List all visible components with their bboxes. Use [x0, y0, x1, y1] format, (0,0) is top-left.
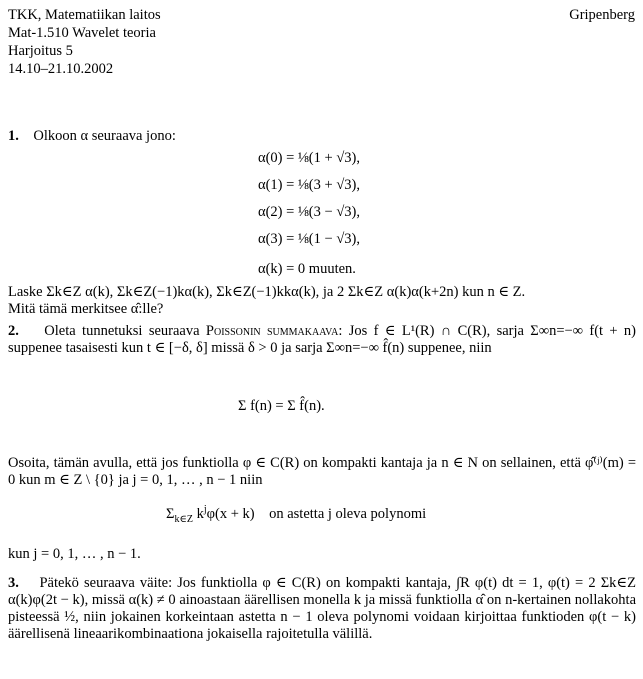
- dates: 14.10–21.10.2002: [8, 61, 114, 77]
- problem-2-statement: [8, 323, 636, 357]
- problem-1-question: Mitä tämä merkitsee α̂:lle?: [8, 301, 164, 317]
- problem-2-text2: Osoita, tämän avulla, että jos funktiolla φ ∈ C(R) on kompakti kantaja ja n ∈ N on sellainen, että φ̂⁽ʲ⁾(m) = 0 kun m ∈ Z \ {0} ja j = 0, 1, … , n − 1 niin: [8, 455, 636, 488]
- alpha-1: α(1) = ⅛(3 + √3),: [258, 177, 360, 193]
- problem-1-intro-text: Olkoon α seuraava jono:: [33, 128, 176, 144]
- problem-3-statement: [8, 575, 636, 643]
- problem-2-intro: Oleta tunnetuksi seuraava: [44, 323, 200, 339]
- problem-1-intro: [8, 128, 636, 145]
- poisson-equation: [238, 398, 325, 415]
- exercise-title: Harjoitus 5: [8, 43, 73, 59]
- problem-1-number: 1.: [8, 128, 19, 144]
- poisson-equation-text: Σ f(n) = Σ f̂(n).: [238, 398, 325, 414]
- problem-3-number: 3.: [8, 575, 19, 591]
- alpha-2: α(2) = ⅛(3 − √3),: [258, 204, 360, 220]
- problem-2-text: : Jos f ∈ L¹(R) ∩ C(R), sarja Σ∞n=−∞ f(t + n) suppenee tasaisesti kun t ∈ [−δ, δ] missä δ > 0 ja sarja Σ∞n=−∞ f̂(n) suppenee, niin: [8, 323, 637, 356]
- problem-2-number: 2.: [8, 323, 19, 339]
- problem-2-text3: kun j = 0, 1, … , n − 1.: [8, 546, 141, 562]
- alpha-k: α(k) = 0 muuten.: [258, 261, 356, 277]
- department: TKK, Matematiikan laitos: [8, 7, 161, 23]
- alpha-3: α(3) = ⅛(1 − √3),: [258, 231, 360, 247]
- alpha-0: α(0) = ⅛(1 + √3),: [258, 150, 360, 166]
- course-title: Mat-1.510 Wavelet teoria: [8, 25, 156, 41]
- author: Gripenberg: [569, 7, 635, 23]
- polynomial-equation-text: on astetta j oleva polynomi: [269, 506, 427, 522]
- problem-3-text: Pätekö seuraava väite: Jos funktiolla φ ∈ C(R) on kompakti kantaja, ∫R φ(t) dt = 1, φ(t) = 2 Σk∈Z α(k)φ(2t − k), missä α(k) ≠ 0 ainoastaan äärellisen monella k ja missä funktiolla α̂ on n-kertainen nollakohta pisteessä ½, niin jokainen korkeintaan astetta n − 1 oleva polynomi voidaan kirjoittaa funktioden φ(t − k) äärellisenä lineaarikombinaationa jokaisella rajoitetulla välillä.: [8, 575, 636, 642]
- problem-1-task: Laske Σk∈Z α(k), Σk∈Z(−1)kα(k), Σk∈Z(−1)kkα(k), ja 2 Σk∈Z α(k)α(k+2n) kun n ∈ Z.: [8, 284, 526, 300]
- polynomial-equation: $\Sigma_{k\in Z}$ $k^j\varphi(x + k)$ on astetta j oleva polynomi: [166, 504, 427, 525]
- poisson-summation-name: Poissonin summakaava: [205, 323, 339, 339]
